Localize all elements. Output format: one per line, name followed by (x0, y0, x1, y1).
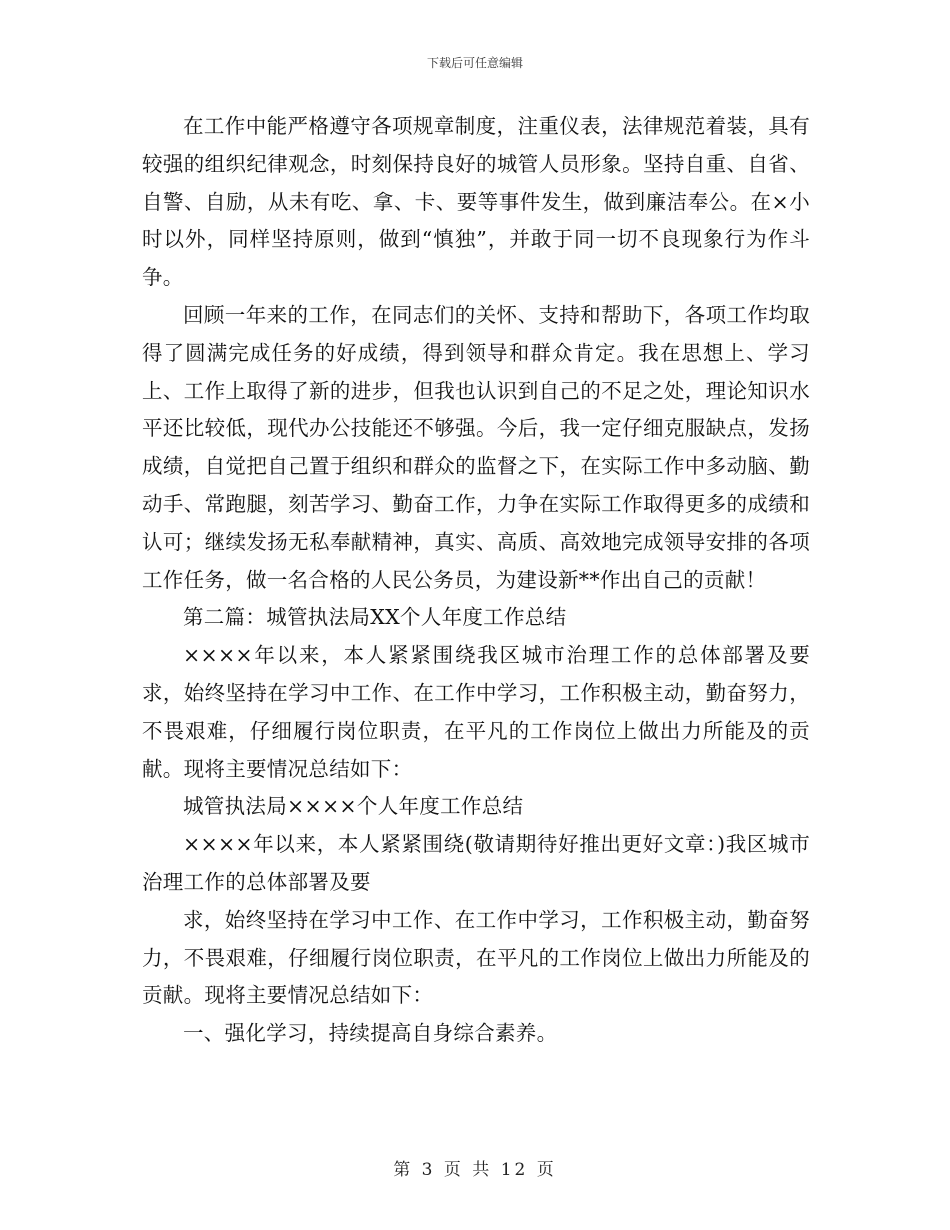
paragraph: 回顾一年来的工作，在同志们的关怀、支持和帮助下，各项工作均取得了圆满完成任务的好成绩，得到领导和群众肯定。我在思想上、学习上、工作上取得了新的进步，但我也认识到自己的不足之处，理论知识水平还比较低，现代办公技能还不够强。今后，我一定仔细克服缺点，发扬成绩，自觉把自己置于组织和群众的监督之下，在实际工作中多动脑、勤动手、常跑腿，刻苦学习、勤奋工作，力争在实际工作取得更多的成绩和认可；继续发扬无私奉献精神，真实、高质、高效地完成领导安排的各项工作任务，做一名合格的人民公务员，为建设新**作出自己的贡献！ (142, 302, 810, 592)
paragraph: ××××年以来，本人紧紧围绕我区城市治理工作的总体部署及要求，始终坚持在学习中工作、在工作中学习，工作积极主动，勤奋努力，不畏艰难，仔细履行岗位职责，在平凡的工作岗位上做出力所能及的贡献。现将主要情况总结如下： (142, 643, 810, 781)
subsection-title: 城管执法局××××个人年度工作总结 (183, 794, 524, 819)
paragraph: 在工作中能严格遵守各项规章制度，注重仪表，法律规范着装，具有较强的组织纪律观念，时刻保持良好的城管人员形象。坚持自重、自省、自警、自励，从未有吃、拿、卡、要等事件发生，做到廉洁奉公。在×小时以外，同样坚持原则，做到“慎独”，并敢于同一切不良现象行为作斗争。 (142, 114, 810, 290)
paragraph: ××××年以来，本人紧紧围绕(敬请期待好推出更好文章：)我区城市治理工作的总体部署及要 (142, 832, 810, 894)
document-body (142, 108, 810, 1053)
section-title: 第二篇：城管执法局XX个人年度工作总结 (183, 605, 567, 630)
paragraph: 求，始终坚持在学习中工作、在工作中学习，工作积极主动，勤奋努力，不畏艰难，仔细履行岗位职责，在平凡的工作岗位上做出力所能及的贡献。现将主要情况总结如下： (142, 907, 810, 1008)
heading-item: 一、强化学习，持续提高自身综合素养。 (183, 1021, 558, 1046)
page-number: 第 3 页 共 12 页 (393, 1160, 557, 1180)
page-header-note: 下载后可任意编辑 (426, 56, 523, 70)
